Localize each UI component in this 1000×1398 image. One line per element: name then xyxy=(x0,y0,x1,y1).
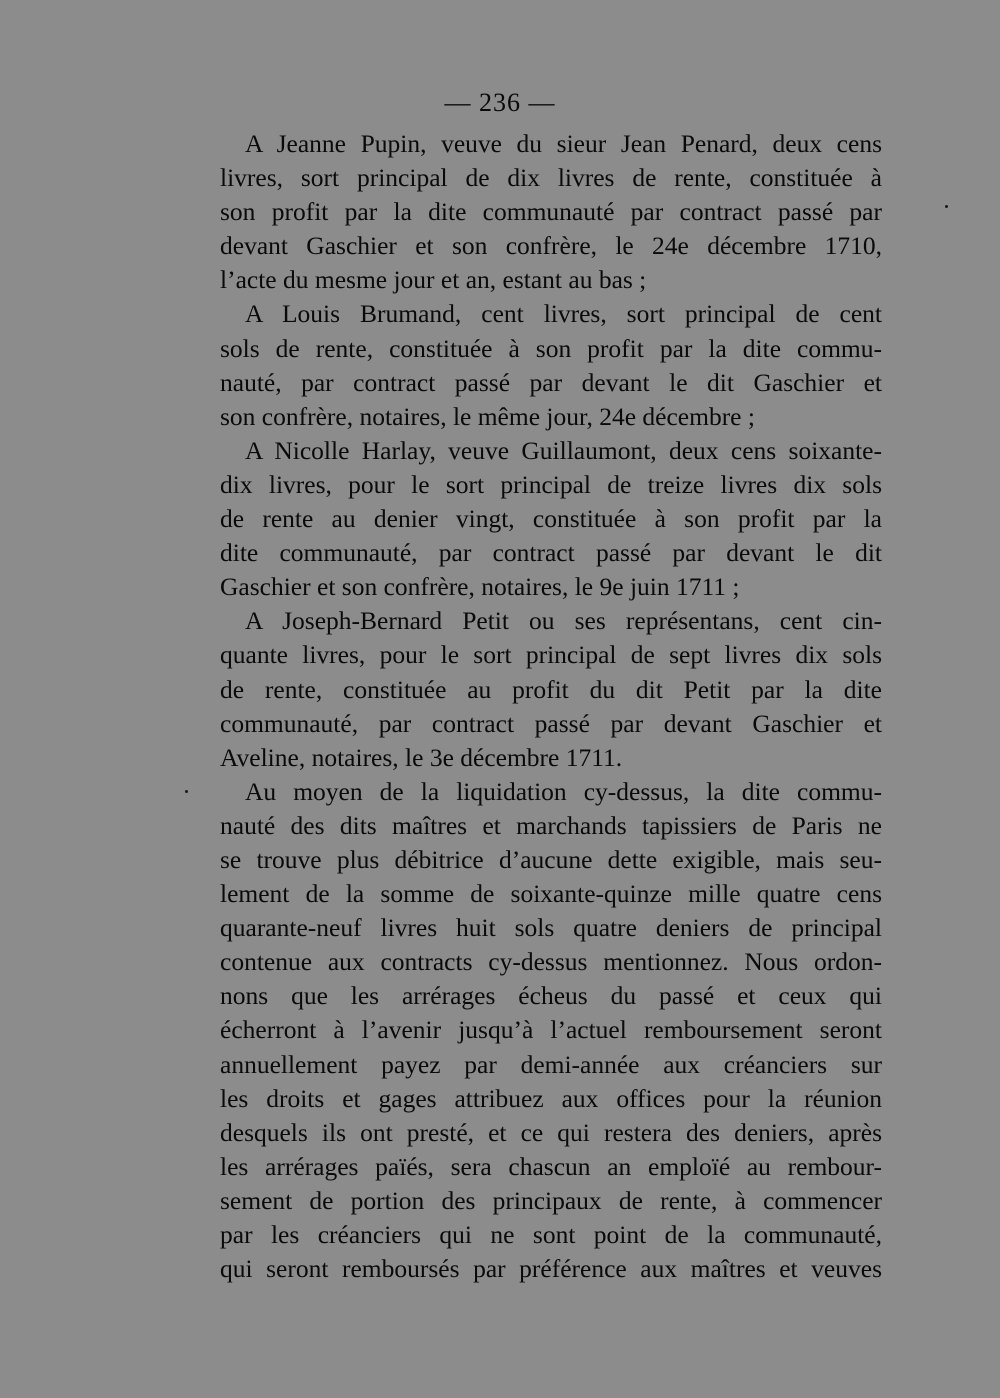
scan-speck xyxy=(185,790,188,793)
scan-speck xyxy=(945,205,948,208)
text-line: nons que les arrérages écheus du passé et ceux qui xyxy=(220,981,882,1011)
text-line: nauté, par contract passé par devant le dit Gaschier et xyxy=(220,367,882,397)
text-line: écherront à l’avenir jusqu’à l’actuel remboursement seront xyxy=(220,1015,882,1045)
text-line: l’acte du mesme jour et an, estant au bas ; xyxy=(220,265,647,295)
text-line: dix livres, pour le sort principal de treize livres dix sols xyxy=(220,469,882,499)
text-line: lement de la somme de soixante-quinze mille quatre cens xyxy=(220,879,882,909)
text-line: A Joseph-Bernard Petit ou ses représentans, cent cin- xyxy=(245,606,882,636)
text-line: Aveline, notaires, le 3e décembre 1711. xyxy=(220,742,623,772)
text-line: son confrère, notaires, le même jour, 24e décembre ; xyxy=(220,401,755,431)
body-text xyxy=(220,127,882,1286)
text-line: A Nicolle Harlay, veuve Guillaumont, deux cens soixante- xyxy=(245,435,882,465)
text-line: Gaschier et son confrère, notaires, le 9e juin 1711 ; xyxy=(220,572,740,602)
text-line: sement de portion des principaux de rente, à commencer xyxy=(220,1185,882,1215)
text-line: qui seront remboursés par préférence aux maîtres et veuves xyxy=(220,1254,882,1284)
text-line: A Louis Brumand, cent livres, sort principal de cent xyxy=(245,299,882,329)
text-line: annuellement payez par demi-année aux créanciers sur xyxy=(220,1049,882,1079)
text-line: quante livres, pour le sort principal de sept livres dix sols xyxy=(220,640,882,670)
text-line: devant Gaschier et son confrère, le 24e décembre 1710, xyxy=(220,231,882,261)
text-line: les droits et gages attribuez aux offices pour la réunion xyxy=(220,1083,882,1113)
page-number: — 236 — xyxy=(444,88,556,117)
text-line: contenue aux contracts cy-dessus mentionnez. Nous ordon- xyxy=(220,947,882,977)
text-line: livres, sort principal de dix livres de rente, constituée à xyxy=(220,163,882,193)
text-line: par les créanciers qui ne sont point de la communauté, xyxy=(220,1220,882,1249)
text-line: se trouve plus débitrice d’aucune dette exigible, mais seu- xyxy=(220,844,882,874)
text-line: de rente au denier vingt, constituée à son profit par la xyxy=(220,504,882,534)
text-line: A Jeanne Pupin, veuve du sieur Jean Penard, deux cens xyxy=(245,129,882,158)
text-line: sols de rente, constituée à son profit par la dite commu- xyxy=(220,333,882,363)
text-line: quarante-neuf livres huit sols quatre deniers de principal xyxy=(220,913,882,943)
text-line: de rente, constituée au profit du dit Petit par la dite xyxy=(220,674,882,704)
text-line: son profit par la dite communauté par contract passé par xyxy=(220,197,882,227)
text-line: desquels ils ont presté, et ce qui restera des deniers, après xyxy=(220,1117,882,1147)
text-line: dite communauté, par contract passé par devant le dit xyxy=(220,538,882,568)
text-line: communauté, par contract passé par devant Gaschier et xyxy=(220,708,882,738)
text-line: Au moyen de la liquidation cy-dessus, la dite commu- xyxy=(245,776,882,806)
text-line: les arrérages païés, sera chascun an emploïé au rembour- xyxy=(220,1151,882,1181)
text-line: nauté des dits maîtres et marchands tapissiers de Paris ne xyxy=(220,810,882,840)
